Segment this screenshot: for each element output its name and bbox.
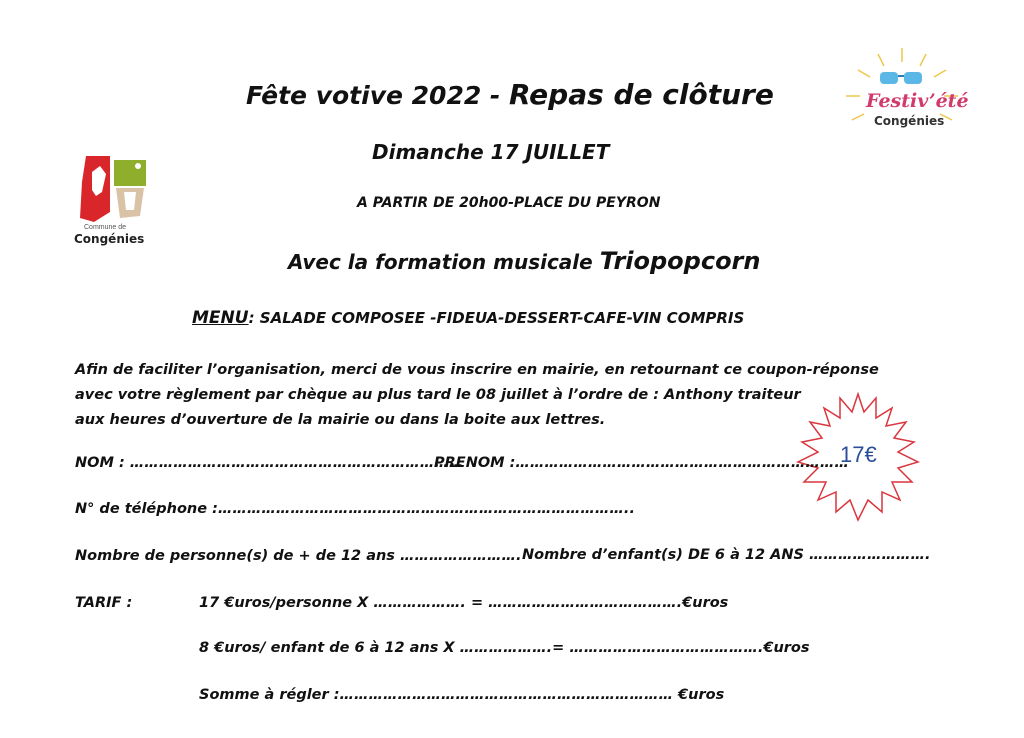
commune-small-label: Commune de — [84, 224, 127, 231]
commune-logo — [76, 152, 156, 252]
telephone-field[interactable]: N° de téléphone :………………………………………………………………………….. — [75, 501, 635, 517]
price-text: 17€ — [840, 442, 877, 467]
tarif-label: TARIF : — [75, 595, 133, 611]
page-title — [246, 78, 774, 111]
tarif-child-field[interactable]: 8 €uros/ enfant de 6 à 12 ans X ……………….= ………………………………….€uros — [199, 640, 810, 656]
intro-line: avec votre règlement par chèque au plus tard le 08 juillet à l’ordre de : Anthony traiteur — [75, 387, 801, 403]
intro-line: aux heures d’ouverture de la mairie ou dans la boite aux lettres. — [75, 412, 606, 428]
sunglasses-icon — [880, 72, 922, 84]
festival-name: Festiv’été — [866, 90, 969, 112]
commune-name: Congénies — [74, 232, 145, 246]
menu-line — [192, 308, 744, 328]
band-name: Triopopcorn — [599, 247, 761, 275]
tarif-adult-field[interactable]: 17 €uros/personne X ………………. = ………………………………….€uros — [199, 595, 729, 611]
band-prefix: Avec la formation musicale — [288, 250, 600, 274]
band-line — [288, 247, 760, 275]
title-part1: Fête votive 2022 - — [246, 81, 510, 110]
intro-paragraph — [75, 358, 879, 433]
total-field[interactable]: Somme à régler :…………………………………………………………… €uros — [199, 687, 725, 703]
event-date: Dimanche 17 JUILLET — [372, 140, 610, 164]
menu-label: MENU — [192, 308, 249, 328]
adults-count-field[interactable]: Nombre de personne(s) de + de 12 ans ……………………. — [75, 548, 522, 564]
title-part2: Repas de clôture — [509, 78, 774, 111]
event-place: A PARTIR DE 20h00-PLACE DU PEYRON — [357, 195, 661, 211]
intro-line: Afin de faciliter l’organisation, merci de vous inscrire en mairie, en retournant ce coupon-réponse — [75, 362, 879, 378]
prenom-field[interactable]: PRENOM :…………………………………………………………… — [434, 455, 849, 471]
festival-logo — [838, 44, 969, 148]
festival-place: Congénies — [874, 114, 945, 128]
children-count-field[interactable]: Nombre d’enfant(s) DE 6 à 12 ANS ……………………. — [522, 547, 931, 563]
nom-field[interactable]: NOM : …………………………………………………………… — [75, 455, 464, 471]
menu-text: : SALADE COMPOSEE -FIDEUA-DESSERT-CAFE-VIN COMPRIS — [248, 309, 745, 327]
